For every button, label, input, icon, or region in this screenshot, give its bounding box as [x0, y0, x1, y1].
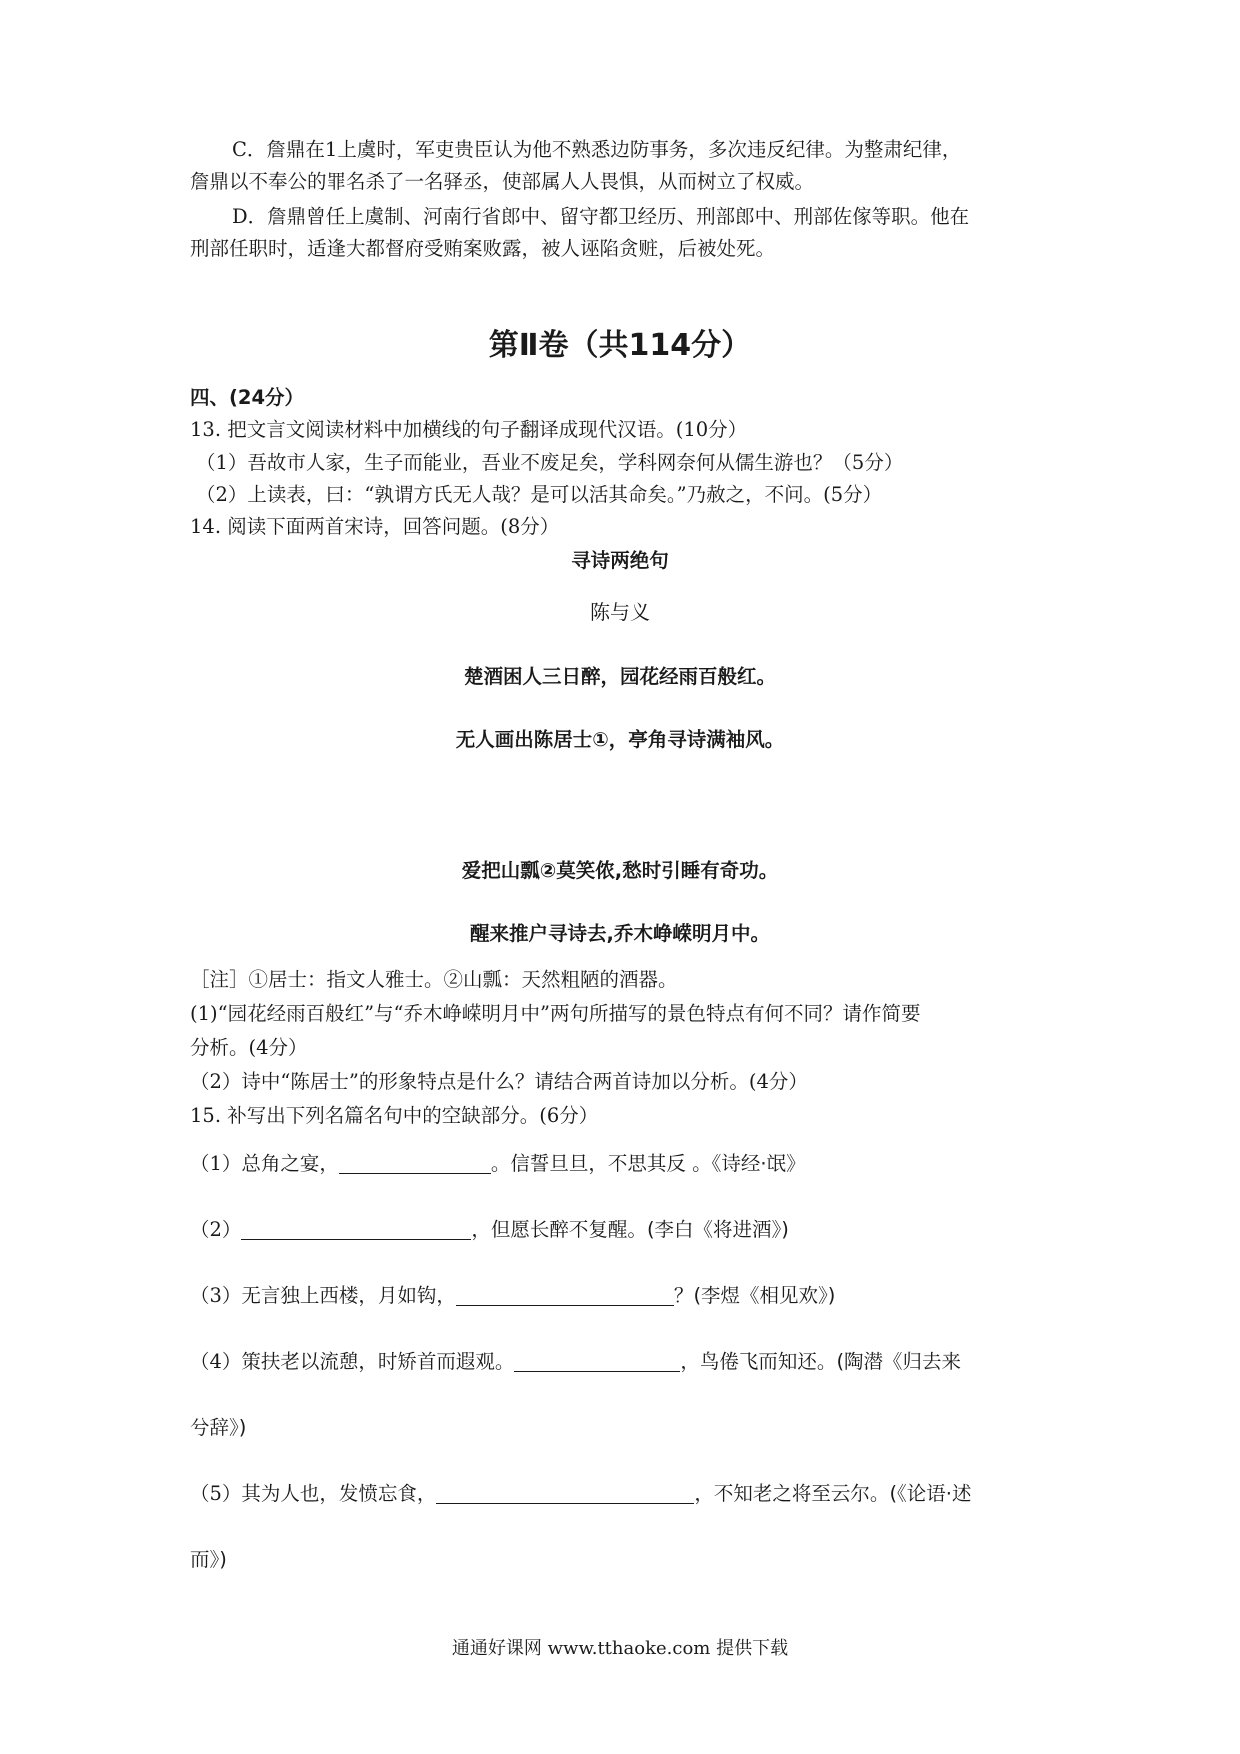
fill-item-3 — [190, 1282, 835, 1310]
fill-item-3-suffix: ？ — [673, 1284, 694, 1307]
fill-item-4 — [190, 1348, 961, 1376]
fill-item-5-source: (《论语·述 — [889, 1482, 972, 1505]
fill-blank-4[interactable] — [514, 1349, 680, 1372]
fill-item-2-suffix: ，但愿长醉不复醒。 — [471, 1218, 647, 1241]
poem1-line2: 无人画出陈居士①，亭角寻诗满袖风。 — [455, 728, 785, 751]
fill-blank-3[interactable] — [456, 1283, 674, 1306]
poem1-line1: 楚酒困人三日醉，园花经雨百般红。 — [463, 665, 776, 688]
fill-item-2-prefix: （2） — [190, 1218, 242, 1241]
question-13-sub2: （2）上读表，曰：“孰谓方氏无人哉？是可以活其命矣。”乃赦之，不问。(5分） — [196, 483, 883, 506]
fill-item-2-source: (李白《将进酒》) — [646, 1218, 789, 1241]
question-14-stem: 14. 阅读下面两首宋诗，回答问题。(8分） — [190, 515, 560, 538]
fill-item-3-prefix: （3）无言独上西楼，月如钩， — [190, 1284, 456, 1307]
volume-title: 第Ⅱ卷（共114分） — [488, 328, 752, 363]
fill-item-4-prefix: （4）策扶老以流憩，时矫首而遐观。 — [190, 1350, 515, 1373]
fill-item-1-suffix: 。信誓旦旦，不思其反 。 — [490, 1152, 712, 1175]
option-d-line1: D．詹鼎曾任上虞制、河南行省郎中、留守都卫经历、刑部郎中、刑部佐傢等职。他在 — [232, 205, 970, 228]
fill-blank-5[interactable] — [436, 1481, 694, 1504]
page-footer: 通通好课网 www.tthaoke.com 提供下载 — [451, 1638, 789, 1659]
question-14-sub1-line1: (1)“园花经雨百般红”与“乔木峥嵘明月中”两句所描写的景色特点有何不同？请作简要 — [190, 1002, 921, 1025]
fill-item-1-source: 《诗经·氓》 — [711, 1152, 806, 1175]
fill-item-1 — [190, 1150, 806, 1178]
poem2-line1: 爱把山瓢②莫笑侬,愁时引睡有奇功。 — [461, 859, 779, 882]
poem-note: ［注］①居士：指文人雅士。②山瓢：天然粗陋的酒器。 — [190, 968, 678, 991]
question-14-sub2: （2）诗中“陈居士”的形象特点是什么？请结合两首诗加以分析。(4分） — [190, 1070, 808, 1093]
question-14-sub1-line2: 分析。(4分） — [190, 1036, 308, 1059]
fill-item-5 — [190, 1480, 972, 1508]
fill-blank-1[interactable] — [339, 1151, 491, 1174]
poem2-line2: 醒来推户寻诗去,乔木峥嵘明月中。 — [470, 922, 770, 945]
fill-item-2 — [190, 1216, 789, 1244]
fill-blank-2[interactable] — [241, 1217, 471, 1240]
fill-item-4-source: (陶潜《归去来 — [836, 1350, 962, 1373]
question-13-sub1: （1）吾故市人家，生子而能业，吾业不废足矣，学科网奈何从儒生游也？（5分） — [196, 451, 904, 474]
fill-item-4-suffix: ，鸟倦飞而知还。 — [680, 1350, 837, 1373]
question-13-stem: 13. 把文言文阅读材料中加横线的句子翻译成现代汉语。(10分） — [190, 418, 748, 441]
option-c-line2: 詹鼎以不奉公的罪名杀了一名驿丞，使部属人人畏惧，从而树立了权威。 — [190, 170, 815, 193]
fill-item-1-prefix: （1）总角之宴， — [190, 1152, 339, 1175]
fill-item-4-source-cont: 兮辞》) — [190, 1416, 247, 1439]
poem-author: 陈与义 — [590, 600, 650, 624]
option-c-line1: C．詹鼎在1上虞时，军吏贵臣认为他不熟悉边防事务，多次违反纪律。为整肃纪律， — [232, 138, 962, 161]
fill-item-5-prefix: （5）其为人也，发愤忘食， — [190, 1482, 437, 1505]
poem-title: 寻诗两绝句 — [571, 549, 669, 572]
fill-item-5-source-cont: 而》) — [190, 1548, 227, 1571]
question-15-stem: 15. 补写出下列名篇名句中的空缺部分。(6分） — [190, 1104, 599, 1127]
fill-item-5-suffix: ，不知老之将至云尔。 — [694, 1482, 890, 1505]
section-heading: 四、(24分） — [190, 386, 305, 409]
option-d-line2: 刑部任职时，适逢大都督府受贿案败露，被人诬陷贪赃，后被处死。 — [190, 237, 776, 260]
fill-item-3-source: (李煜《相见欢》) — [693, 1284, 836, 1307]
